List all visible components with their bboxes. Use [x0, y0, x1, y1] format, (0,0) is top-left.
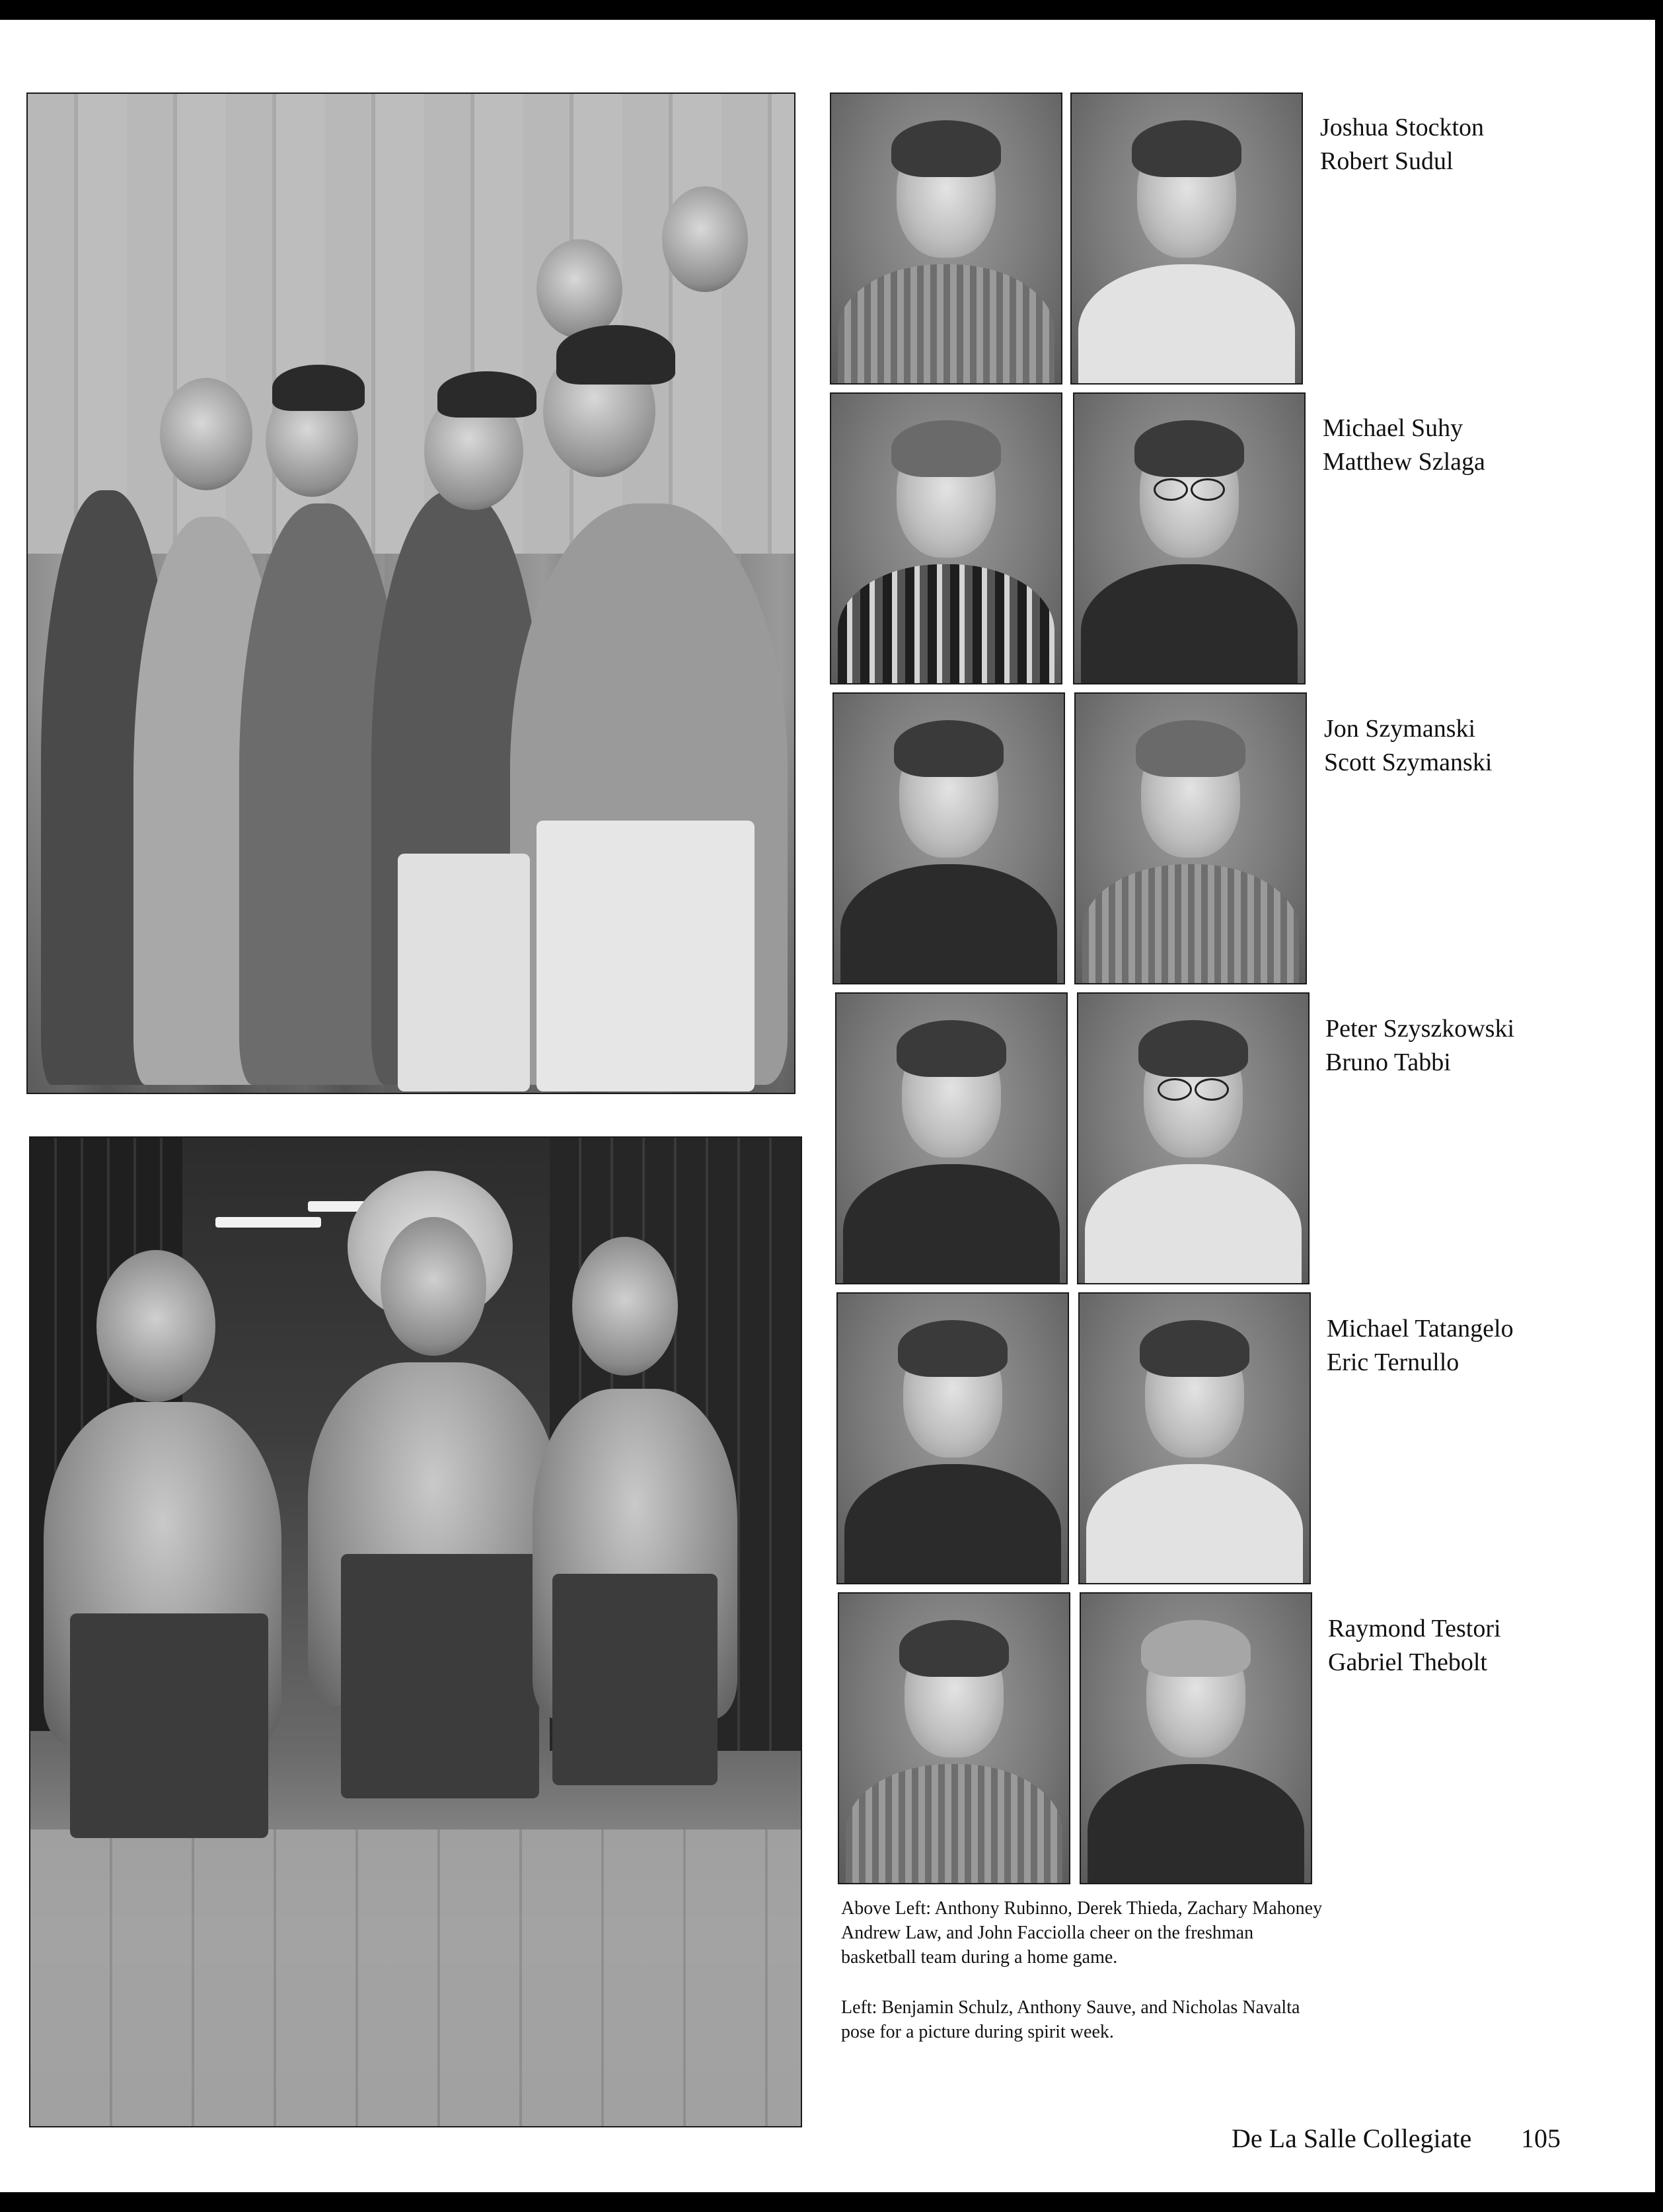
portrait-bruno-tabbi — [1077, 992, 1310, 1284]
student-hair — [272, 365, 365, 411]
ceiling-light — [215, 1217, 321, 1228]
portrait-gabriel-thebolt — [1080, 1592, 1312, 1884]
student-shorts — [341, 1554, 539, 1798]
portrait-hair — [1134, 420, 1244, 477]
portrait-hair — [898, 1320, 1008, 1377]
portrait-shirt — [844, 1464, 1061, 1584]
portrait-shirt — [1086, 1464, 1303, 1584]
student-name: Michael Suhy — [1323, 414, 1463, 442]
portrait-jon-szymanski — [832, 692, 1065, 984]
portrait-shirt — [1078, 264, 1295, 385]
portrait-shirt — [838, 564, 1054, 684]
names-row-6 — [1328, 1612, 1501, 1679]
student-shorts — [70, 1613, 268, 1838]
portrait-peter-szyszkowski — [835, 992, 1068, 1284]
portrait-shirt — [1081, 564, 1298, 684]
portrait-shirt — [846, 1764, 1062, 1884]
page-number: 105 — [1521, 2123, 1561, 2153]
student-head — [96, 1250, 215, 1402]
spirit-week-photo — [29, 1136, 802, 2127]
portrait-hair — [891, 120, 1001, 177]
portrait-shirt — [840, 864, 1057, 984]
portrait-joshua-stockton — [830, 92, 1062, 385]
student-name: Matthew Szlaga — [1323, 448, 1485, 476]
caption-left: Left: Benjamin Schulz, Anthony Sauve, and Nicholas Navalta pose for a picture during spirit week. — [841, 1997, 1300, 2042]
student-hair — [437, 371, 536, 418]
white-pants — [398, 854, 530, 1091]
footer-school-name: De La Salle Collegiate — [1232, 2123, 1472, 2153]
portrait-matthew-szlaga — [1073, 392, 1306, 684]
student-name: Raymond Testori — [1328, 1615, 1501, 1642]
student-name: Jon Szymanski — [1324, 715, 1476, 743]
crowd-cheering-photo — [26, 92, 795, 1094]
student-name: Eric Ternullo — [1327, 1348, 1460, 1376]
yearbook-page — [0, 20, 1655, 2192]
portrait-scott-szymanski — [1074, 692, 1307, 984]
portrait-eric-ternullo — [1078, 1292, 1311, 1584]
names-row-5 — [1327, 1312, 1514, 1380]
portrait-robert-sudul — [1070, 92, 1303, 385]
names-row-1 — [1320, 111, 1484, 178]
portrait-shirt — [843, 1164, 1060, 1284]
eyeglasses-icon — [1154, 1078, 1233, 1098]
student-head — [536, 239, 622, 338]
caption-above-left: Above Left: Anthony Rubinno, Derek Thieda, Zachary Mahoney Andrew Law, and John Facciolla cheer on the freshman basketball team during a home game. — [841, 1898, 1323, 1968]
portrait-hair — [1141, 1620, 1251, 1677]
portrait-shirt — [838, 264, 1054, 385]
portrait-hair — [894, 720, 1004, 777]
names-row-2 — [1323, 412, 1485, 479]
hallway-floor — [30, 1829, 801, 2126]
portrait-hair — [899, 1620, 1009, 1677]
portrait-michael-suhy — [830, 392, 1062, 684]
student-head — [572, 1237, 678, 1376]
portrait-michael-tatangelo — [836, 1292, 1069, 1584]
student-shorts — [552, 1574, 718, 1785]
portrait-hair — [1138, 1020, 1248, 1077]
portrait-hair — [1132, 120, 1241, 177]
portrait-hair — [891, 420, 1001, 477]
portrait-hair — [897, 1020, 1006, 1077]
portrait-raymond-testori — [838, 1592, 1070, 1884]
student-name: Joshua Stockton — [1320, 114, 1485, 141]
portrait-hair — [1136, 720, 1245, 777]
names-row-4 — [1325, 1012, 1514, 1080]
gym-wall — [28, 94, 794, 554]
student-head — [160, 378, 252, 490]
student-head — [381, 1217, 486, 1356]
student-name: Gabriel Thebolt — [1328, 1648, 1487, 1676]
names-row-3 — [1324, 712, 1492, 780]
student-name: Robert Sudul — [1320, 147, 1454, 175]
portrait-shirt — [1082, 864, 1299, 984]
portrait-hair — [1140, 1320, 1249, 1377]
white-pants — [536, 821, 755, 1091]
portrait-shirt — [1088, 1764, 1304, 1884]
student-name: Bruno Tabbi — [1325, 1049, 1451, 1076]
eyeglasses-icon — [1150, 478, 1229, 498]
student-hair — [556, 325, 675, 385]
student-name: Peter Szyszkowski — [1325, 1015, 1515, 1043]
student-name: Michael Tatangelo — [1327, 1315, 1514, 1343]
student-name: Scott Szymanski — [1324, 749, 1493, 776]
portrait-shirt — [1085, 1164, 1302, 1284]
student-head — [662, 186, 748, 292]
